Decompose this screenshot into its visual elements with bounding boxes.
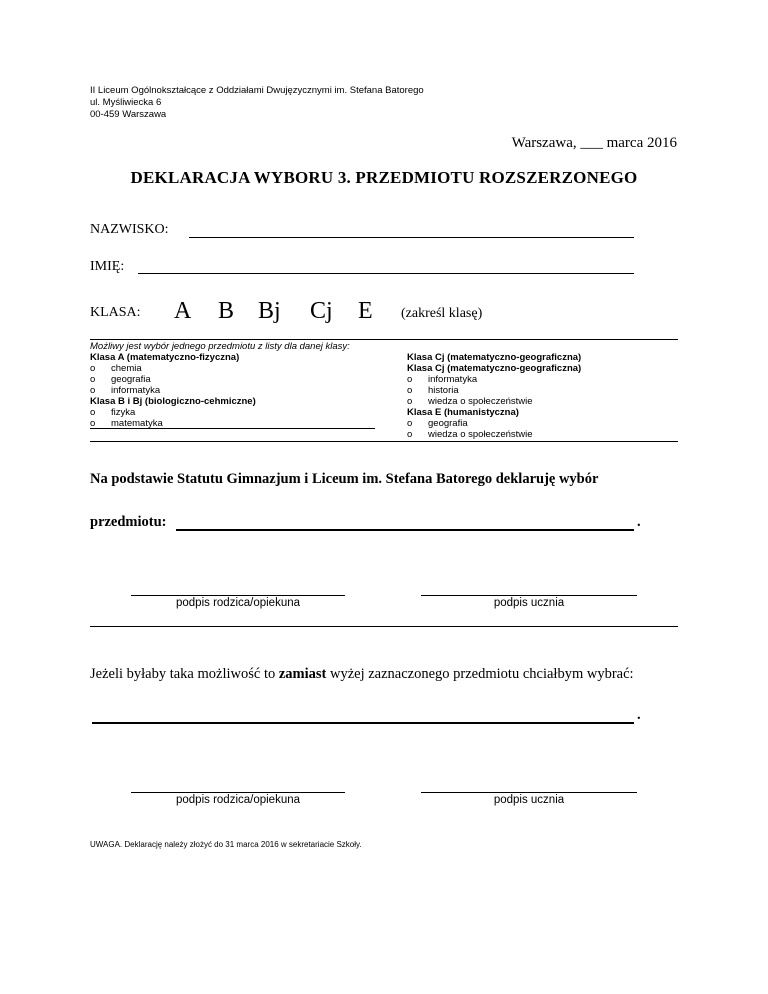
list-item: o historia [407, 385, 459, 396]
bullet-icon: o [407, 396, 413, 407]
student-signature-label: podpis ucznia [493, 794, 565, 806]
student-signature-line[interactable] [421, 595, 637, 596]
bullet-icon: o [90, 407, 96, 418]
class-e-heading: Klasa E (humanistyczna) [407, 407, 519, 418]
document-title: DEKLARACJA WYBORU 3. PRZEDMIOTU ROZSZERZONEGO [130, 168, 638, 187]
class-b-heading: Klasa B i Bj (biologiczno-cehmiczne) [90, 396, 256, 407]
class-cj-heading: Klasa Cj (matematyczno-geograficzna) [407, 352, 582, 363]
bullet-icon: o [407, 374, 413, 385]
list-item: o fizyka [90, 407, 136, 418]
school-postcode-city: 00-459 Warszawa [90, 109, 167, 120]
student-signature-line[interactable] [421, 792, 637, 793]
student-signature-label: podpis ucznia [493, 597, 565, 609]
list-item: o wiedza o społeczeństwie [407, 429, 533, 440]
bullet-icon: o [90, 363, 96, 374]
bullet-icon: o [90, 374, 96, 385]
section-divider [90, 626, 678, 627]
class-label: KLASA: [90, 305, 141, 320]
bullet-icon: o [90, 385, 96, 396]
class-option-cj[interactable]: Cj [310, 298, 333, 324]
subject-period: . [637, 514, 641, 530]
declaration-text: Na podstawie Statutu Gimnazjum i Liceum im. Stefana Batorego deklaruję wybór [90, 471, 599, 487]
class-option-bj[interactable]: Bj [258, 298, 281, 324]
school-header [90, 85, 424, 121]
list-item: o geografia [407, 418, 468, 429]
bullet-icon: o [407, 418, 413, 429]
subject-field[interactable] [176, 529, 634, 531]
class-option-a[interactable]: A [174, 298, 192, 324]
options-left-column [90, 341, 350, 429]
options-bottom-rule [90, 441, 678, 442]
options-intro: Możliwy jest wybór jednego przedmiotu z listy dla danej klasy: [90, 341, 350, 352]
alternative-text: Jeżeli byłaby taka możliwość to zamiast wyżej zaznaczonego przedmiotu chciałbym wybrać: [90, 666, 634, 682]
parent-signature-label: podpis rodzica/opiekuna [175, 597, 301, 609]
list-item: o informatyka [90, 385, 161, 396]
list-item: o wiedza o społeczeństwie [407, 396, 533, 407]
class-option-b[interactable]: B [218, 298, 235, 324]
list-item: o matematyka [90, 418, 163, 429]
school-street: ul. Myśliwiecka 6 [90, 97, 162, 108]
parent-signature-label: podpis rodzica/opiekuna [175, 794, 301, 806]
class-cj-heading: Klasa Cj (matematyczno-geograficzna) [407, 363, 582, 374]
alternative-period: . [637, 707, 641, 723]
surname-field[interactable] [189, 237, 634, 238]
list-item: o geografia [90, 374, 151, 385]
surname-label: NAZWISKO: [90, 222, 169, 237]
parent-signature-line[interactable] [131, 792, 345, 793]
bullet-icon: o [407, 429, 413, 440]
class-a-heading: Klasa A (matematyczno-fizyczna) [90, 352, 240, 363]
options-right-column [407, 352, 581, 440]
school-name: II Liceum Ogólnokształcące z Oddziałami Dwujęzycznymi im. Stefana Batorego [90, 85, 424, 96]
deadline-note: UWAGA. Deklarację należy złożyć do 31 marca 2016 w sekretariacie Szkoły. [90, 840, 362, 849]
bullet-icon: o [90, 418, 96, 429]
class-hint: (zakreśl klasę) [401, 306, 483, 321]
list-item: o chemia [90, 363, 142, 374]
parent-signature-line[interactable] [131, 595, 345, 596]
class-option-e[interactable]: E [358, 298, 373, 324]
bullet-icon: o [407, 385, 413, 396]
list-item: o informatyka [407, 374, 478, 385]
options-left-bottom-rule [90, 428, 375, 429]
place-date: Warszawa, ___ marca 2016 [511, 135, 677, 151]
options-top-rule [90, 339, 678, 340]
alternative-subject-field[interactable] [92, 722, 634, 724]
subject-label: przedmiotu: [90, 514, 167, 530]
name-field[interactable] [138, 273, 634, 274]
name-label: IMIĘ: [90, 259, 125, 274]
